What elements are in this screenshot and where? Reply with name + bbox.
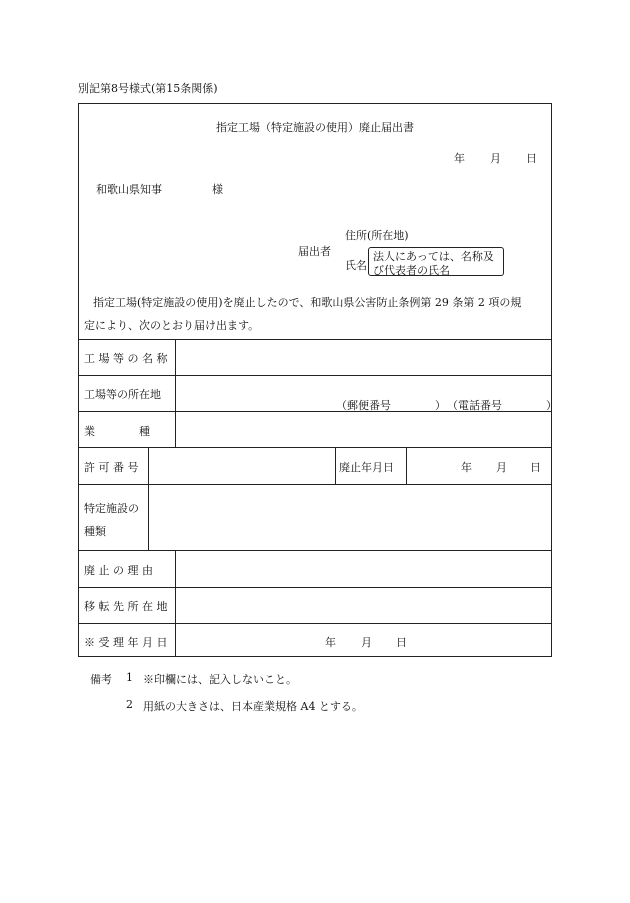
abolition-day-label: 日 bbox=[530, 461, 541, 474]
applicant-address-label: 住所(所在地) bbox=[345, 229, 409, 242]
abolition-reason-label: 廃 止 の 理 由 bbox=[84, 564, 153, 577]
addressee-honorific: 様 bbox=[212, 183, 223, 196]
applicant-name-label: 氏名 bbox=[345, 259, 367, 272]
body-text-line1: 指定工場(特定施設の使用)を廃止したので、和歌山県公害防止条例第 29 条第 2 項の規 bbox=[82, 296, 522, 309]
abolition-reason-field[interactable] bbox=[180, 552, 548, 585]
name-note-line1: 法人にあっては、名称及 bbox=[373, 250, 494, 263]
header-month-label: 月 bbox=[490, 152, 501, 165]
applicant-label: 届出者 bbox=[298, 245, 331, 258]
row-divider bbox=[78, 587, 552, 588]
receipt-year-label: 年 bbox=[325, 636, 336, 649]
factory-name-label: 工 場 等 の 名 称 bbox=[84, 352, 168, 365]
form-identifier: 別記第8号様式(第15条関係) bbox=[78, 82, 218, 95]
relocation-address-field[interactable] bbox=[180, 589, 548, 621]
abolition-month-label: 月 bbox=[496, 461, 507, 474]
row-divider bbox=[78, 484, 552, 485]
column-divider bbox=[175, 550, 176, 657]
form-title: 指定工場（特定施設の使用）廃止届出書 bbox=[216, 121, 414, 134]
factory-name-field[interactable] bbox=[180, 341, 548, 373]
column-divider bbox=[335, 447, 336, 485]
receipt-month-label: 月 bbox=[361, 636, 372, 649]
permit-number-field[interactable] bbox=[152, 449, 332, 483]
row-divider bbox=[78, 550, 552, 551]
industry-field[interactable] bbox=[180, 413, 548, 445]
industry-label: 業 種 bbox=[84, 425, 150, 438]
row-divider bbox=[78, 339, 552, 340]
factory-location-label: 工場等の所在地 bbox=[84, 388, 161, 401]
note-2-text: 用紙の大きさは、日本産業規格 A4 とする。 bbox=[143, 700, 363, 713]
note-1-number: 1 bbox=[126, 671, 133, 684]
row-divider bbox=[78, 447, 552, 448]
abolition-date-label: 廃止年月日 bbox=[339, 461, 394, 474]
postal-code-label: （郵便番号 ） bbox=[336, 399, 446, 412]
name-note-line2: び代表者の氏名 bbox=[373, 264, 450, 277]
facility-type-label-line2: 種類 bbox=[84, 525, 106, 538]
column-divider bbox=[148, 447, 149, 551]
body-text-line2: 定により、次のとおり届け出ます。 bbox=[84, 319, 260, 332]
permit-number-label: 許 可 番 号 bbox=[84, 461, 139, 474]
column-divider bbox=[175, 339, 176, 448]
addressee-name: 和歌山県知事 bbox=[96, 183, 162, 196]
facility-type-field[interactable] bbox=[152, 486, 548, 548]
receipt-day-label: 日 bbox=[396, 636, 407, 649]
facility-type-label-line1: 特定施設の bbox=[84, 502, 139, 515]
note-1-text: ※印欄には、記入しないこと。 bbox=[143, 673, 297, 686]
abolition-year-label: 年 bbox=[461, 461, 472, 474]
header-day-label: 日 bbox=[526, 152, 537, 165]
row-divider bbox=[78, 375, 552, 376]
header-year-label: 年 bbox=[454, 152, 465, 165]
column-divider bbox=[406, 447, 407, 485]
notes-label: 備考 bbox=[90, 673, 112, 686]
note-2-number: 2 bbox=[126, 698, 133, 711]
phone-number-label: （電話番号 ） bbox=[447, 399, 557, 412]
receipt-date-label: ※ 受 理 年 月 日 bbox=[84, 636, 168, 649]
row-divider bbox=[78, 623, 552, 624]
relocation-address-label: 移 転 先 所 在 地 bbox=[84, 600, 168, 613]
